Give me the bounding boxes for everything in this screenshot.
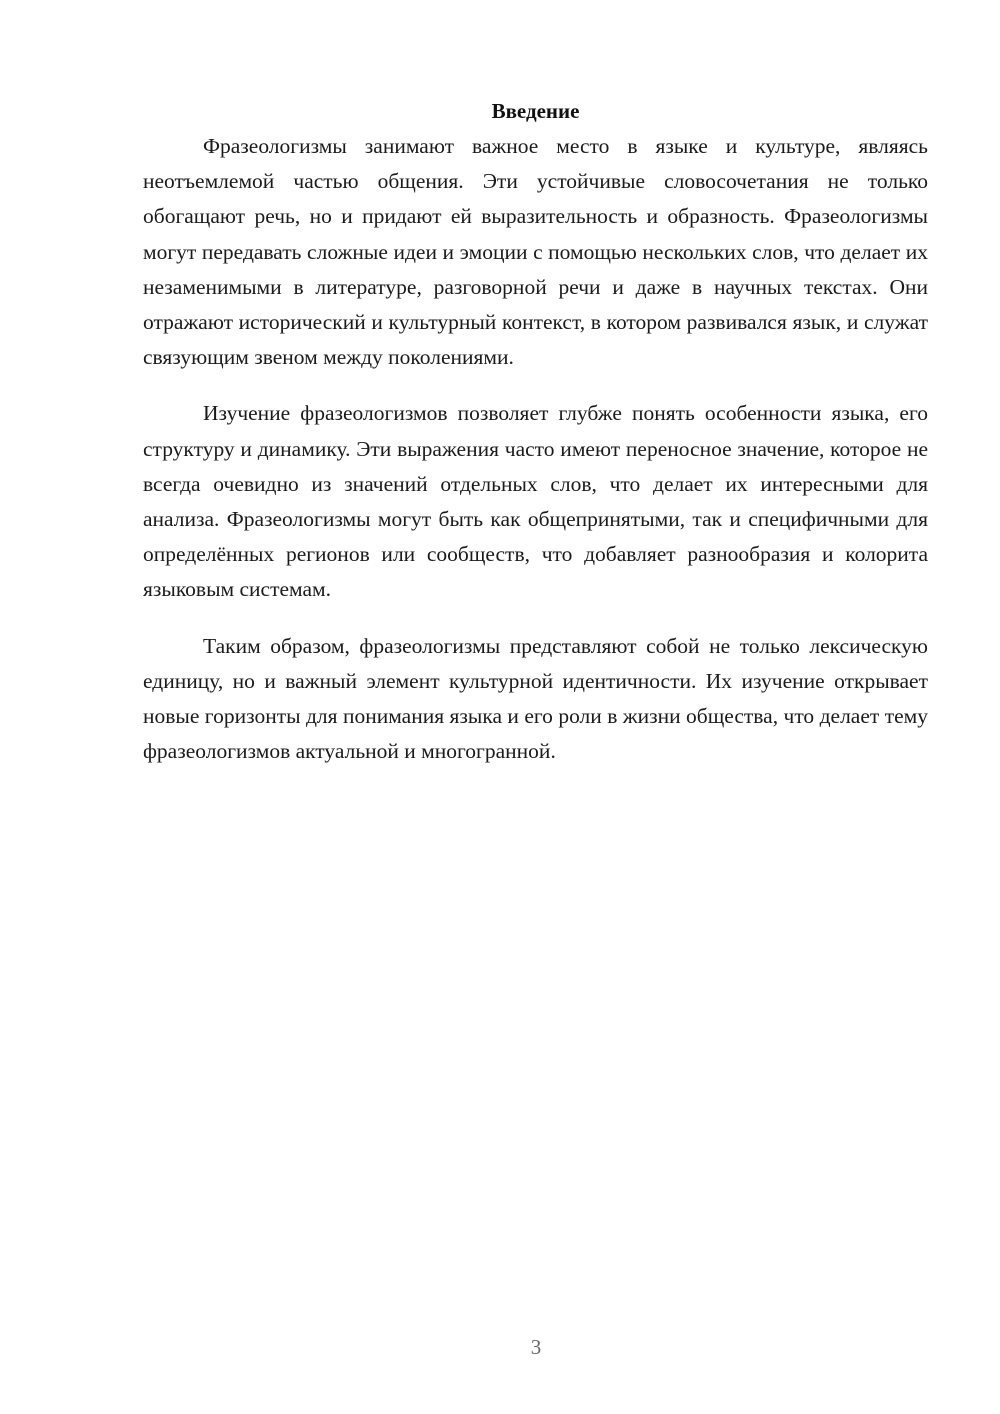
page-content bbox=[143, 95, 928, 790]
page-number: 3 bbox=[530, 1335, 542, 1359]
paragraph-conclusion: Таким образом, фразеологизмы представляют собой не только лексическую единицу, но и важный элемент культурной идентичности. Их изучение открывает новые горизонты для понимания языка и его роли в жизни общества, что делает тему фразеологизмов актуальной и многогранной. bbox=[143, 633, 928, 764]
paragraph-study: Изучение фразеологизмов позволяет глубже понять особенности языка, его структуру и динамику. Эти выражения часто имеют переносное значение, которое не всегда очевидно из значений отдельных слов, что делает их интересными для анализа. Фразеологизмы могут быть как общепринятыми, так и специфичными для определённых регионов или сообществ, что добавляет разнообразия и колорита языковым системам. bbox=[143, 401, 928, 602]
paragraph-intro: Фразеологизмы занимают важное место в языке и культуре, являясь неотъемлемой частью общения. Эти устойчивые словосочетания не только обогащают речь, но и придают ей выразительность и образность. Фразеологизмы могут передавать сложные идеи и эмоции с помощью нескольких слов, что делает их незаменимыми в литературе, разговорной речи и даже в научных текстах. Они отражают исторический и культурный контекст, в котором развивался язык, и служат связующим звеном между поколениями. bbox=[143, 134, 928, 370]
section-heading: Введение bbox=[491, 99, 580, 123]
